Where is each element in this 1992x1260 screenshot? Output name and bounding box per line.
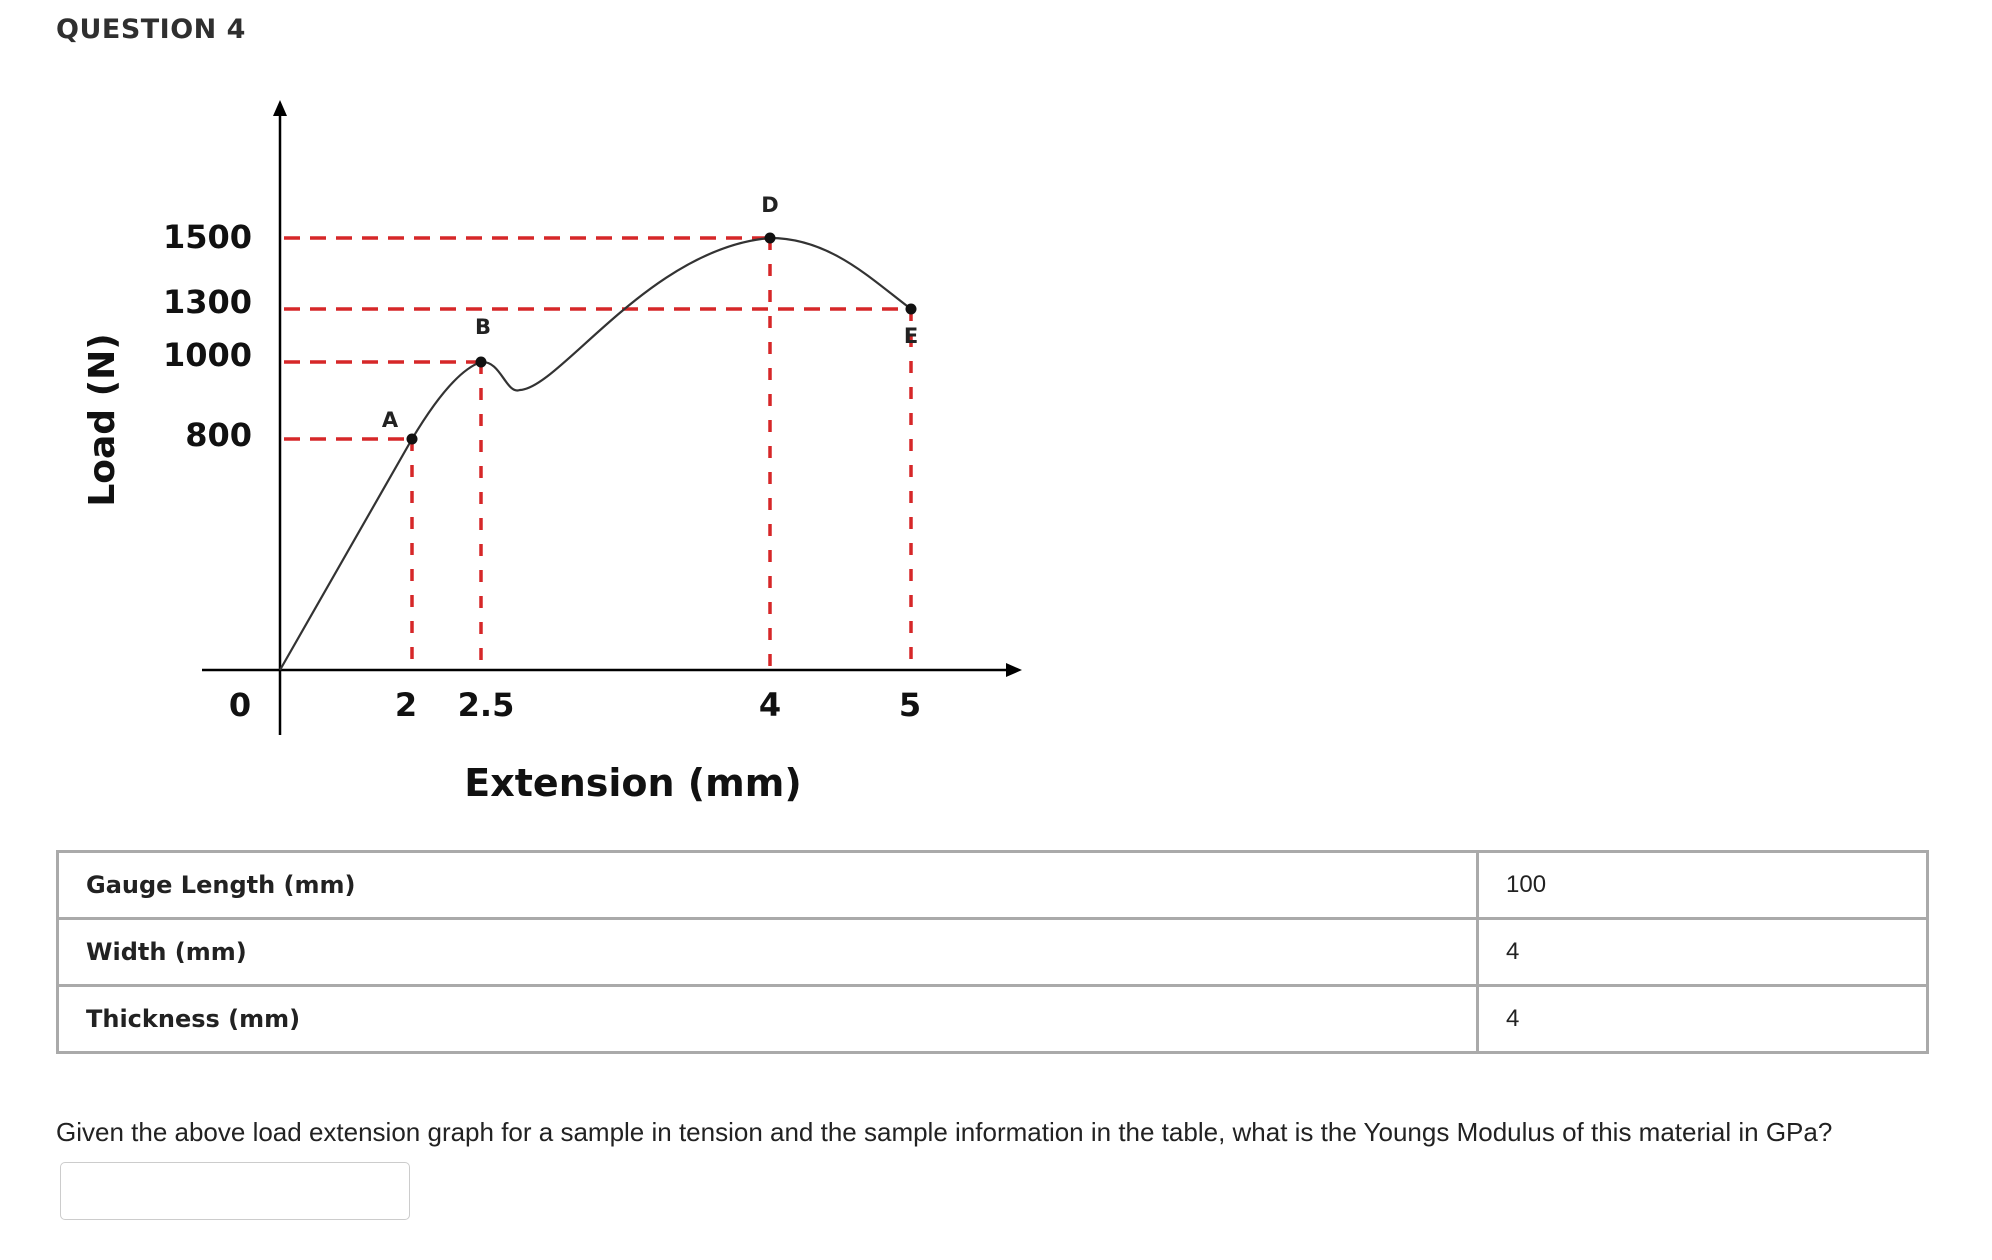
load-extension-curve: [280, 238, 911, 670]
chart-points: [382, 193, 918, 445]
chart-guides: [284, 238, 911, 668]
x-axis-label: Extension (mm): [464, 761, 802, 805]
x-tick-label: 0: [228, 686, 252, 724]
answer-input[interactable]: [60, 1162, 410, 1220]
x-tick-label: 4: [758, 686, 782, 724]
y-axis-arrow: [273, 100, 287, 116]
point-label-b: B: [474, 315, 492, 339]
question-title: QUESTION 4: [56, 14, 246, 45]
y-axis-label: Load (N): [82, 333, 123, 507]
point-label-a: A: [381, 408, 399, 432]
x-tick-label: 2: [394, 686, 418, 724]
table-row-label: Gauge Length (mm): [58, 852, 1478, 919]
sample-info-table: [56, 850, 1929, 1054]
point-e-marker: [906, 304, 917, 315]
point-label-d: D: [761, 193, 779, 217]
table-row: [58, 852, 1928, 919]
chart-ticks: [163, 218, 921, 724]
x-tick-label: 5: [898, 686, 922, 724]
x-axis-arrow: [1006, 663, 1022, 677]
y-tick-label: 800: [185, 416, 252, 454]
point-d-marker: [765, 233, 776, 244]
table-row: [58, 919, 1928, 986]
y-tick-label: 1500: [162, 218, 252, 256]
table-row-label: Width (mm): [58, 919, 1478, 986]
table-row-value: 4: [1478, 919, 1928, 986]
table-row: [58, 986, 1928, 1053]
table-row-value: 100: [1478, 852, 1928, 919]
chart-axes: [202, 100, 1022, 735]
chart-curve: [280, 238, 911, 670]
sample-info-body: [58, 852, 1928, 1053]
table-row-value: 4: [1478, 986, 1928, 1053]
y-tick-label: 1000: [162, 336, 252, 374]
point-b-marker: [476, 357, 487, 368]
question-text: Given the above load extension graph for a sample in tension and the sample information in the table, what is the Youngs Modulus of this material in GPa?: [56, 1117, 1833, 1147]
point-label-e: E: [903, 324, 919, 348]
table-row-label: Thickness (mm): [58, 986, 1478, 1053]
x-tick-label: 2.5: [457, 686, 515, 724]
y-tick-label: 1300: [162, 283, 252, 321]
point-a-marker: [407, 434, 418, 445]
